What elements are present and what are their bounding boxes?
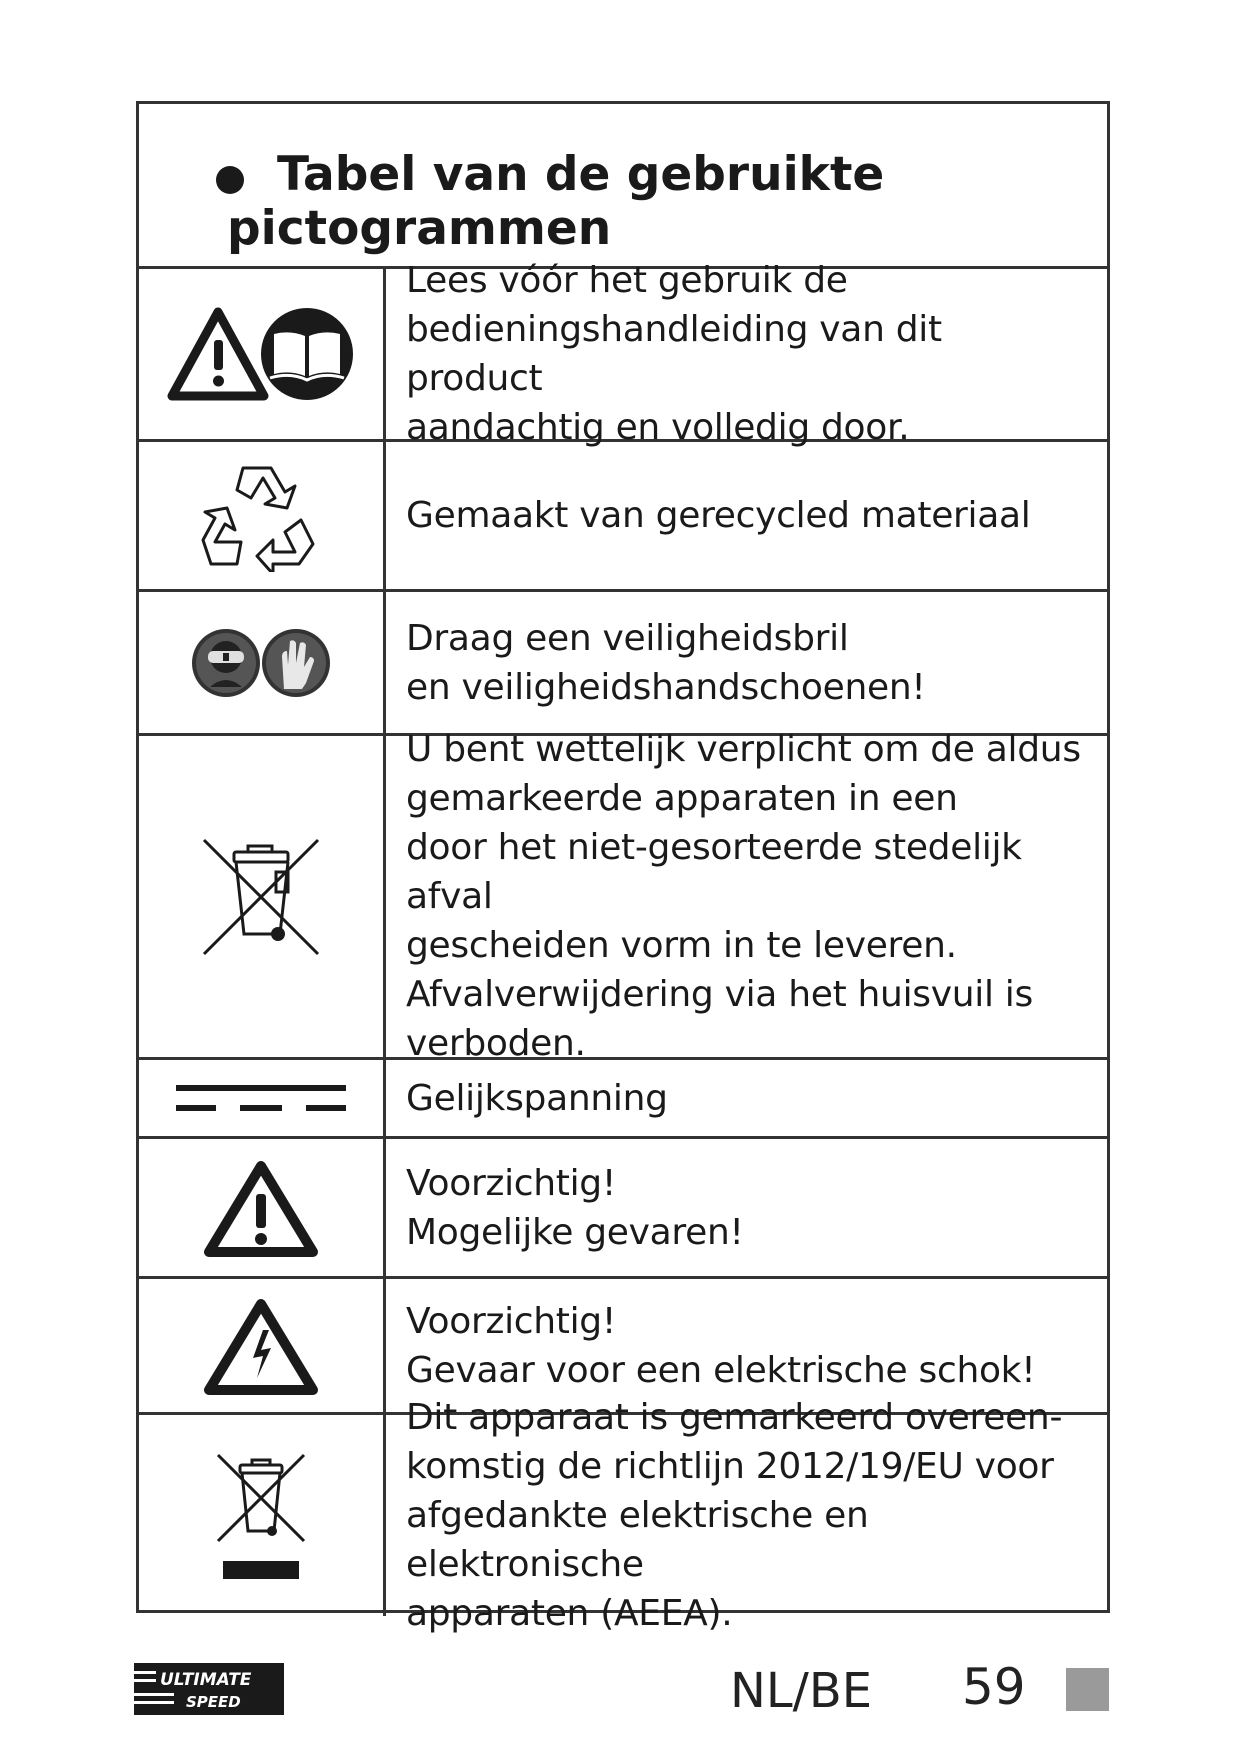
recycle-icon: [201, 460, 321, 572]
pictogram-table: [136, 101, 1110, 1634]
safety-goggles-gloves-icon: [190, 627, 332, 699]
table-row: [139, 1397, 1107, 1634]
icon-cell: [139, 1415, 386, 1616]
icon-cell: [139, 269, 386, 439]
icon-cell: [139, 1279, 386, 1412]
page-number: 59: [962, 1658, 1026, 1716]
row-text: Gemaakt van gerecycled materiaal: [406, 495, 1031, 536]
row-text: Voorzichtig! Gevaar voor een elektrische schok!: [406, 1300, 1036, 1391]
icon-cell: [139, 1139, 386, 1276]
caution-triangle-icon: [203, 1158, 319, 1258]
warning-and-manual-icon: [166, 304, 356, 404]
table-row: [139, 1060, 1107, 1139]
table-row: [139, 442, 1107, 592]
page-marker-square: [1066, 1668, 1109, 1711]
weee-bin-icon: [216, 1451, 306, 1581]
row-text: Lees vóór het gebruik de bedieningshandleiding van dit product aandachtig en volledig door.: [406, 260, 942, 448]
section-title: Tabel van de gebruikte pictogrammen: [227, 147, 885, 256]
brand-line1: ULTIMATE: [160, 1670, 252, 1690]
electric-shock-icon: [203, 1296, 319, 1396]
row-text: U bent wettelijk verplicht om de aldus gemarkeerde apparaten in een door het niet-gesorteerde stedelijk afval gescheiden vorm in te leveren. Afvalverwijdering via het huisvuil is verboden.: [406, 729, 1081, 1064]
table-header: [139, 104, 1107, 269]
brand-line2: SPEED: [186, 1693, 241, 1711]
brand-logo: [134, 1663, 284, 1715]
icon-cell: [139, 736, 386, 1057]
table-row: [139, 1139, 1107, 1279]
table-row: [139, 592, 1107, 736]
table-row: [139, 729, 1107, 1064]
icon-cell: [139, 592, 386, 733]
region-label: NL/BE: [730, 1663, 873, 1719]
direct-current-icon: [176, 1081, 346, 1115]
table-row: [139, 260, 1107, 448]
crossed-bin-icon: [202, 838, 320, 956]
icon-cell: [139, 1060, 386, 1136]
icon-cell: [139, 442, 386, 589]
row-text: Gelijkspanning: [406, 1077, 668, 1119]
row-text: Dit apparaat is gemarkeerd overeen- komstig de richtlijn 2012/19/EU voor afgedankte elektrische en elektronische apparaten (AEEA).: [406, 1397, 1063, 1634]
row-text: Voorzichtig! Mogelijke gevaren!: [406, 1162, 744, 1253]
row-text: Draag een veiligheidsbril en veiligheidshandschoenen!: [406, 617, 926, 708]
